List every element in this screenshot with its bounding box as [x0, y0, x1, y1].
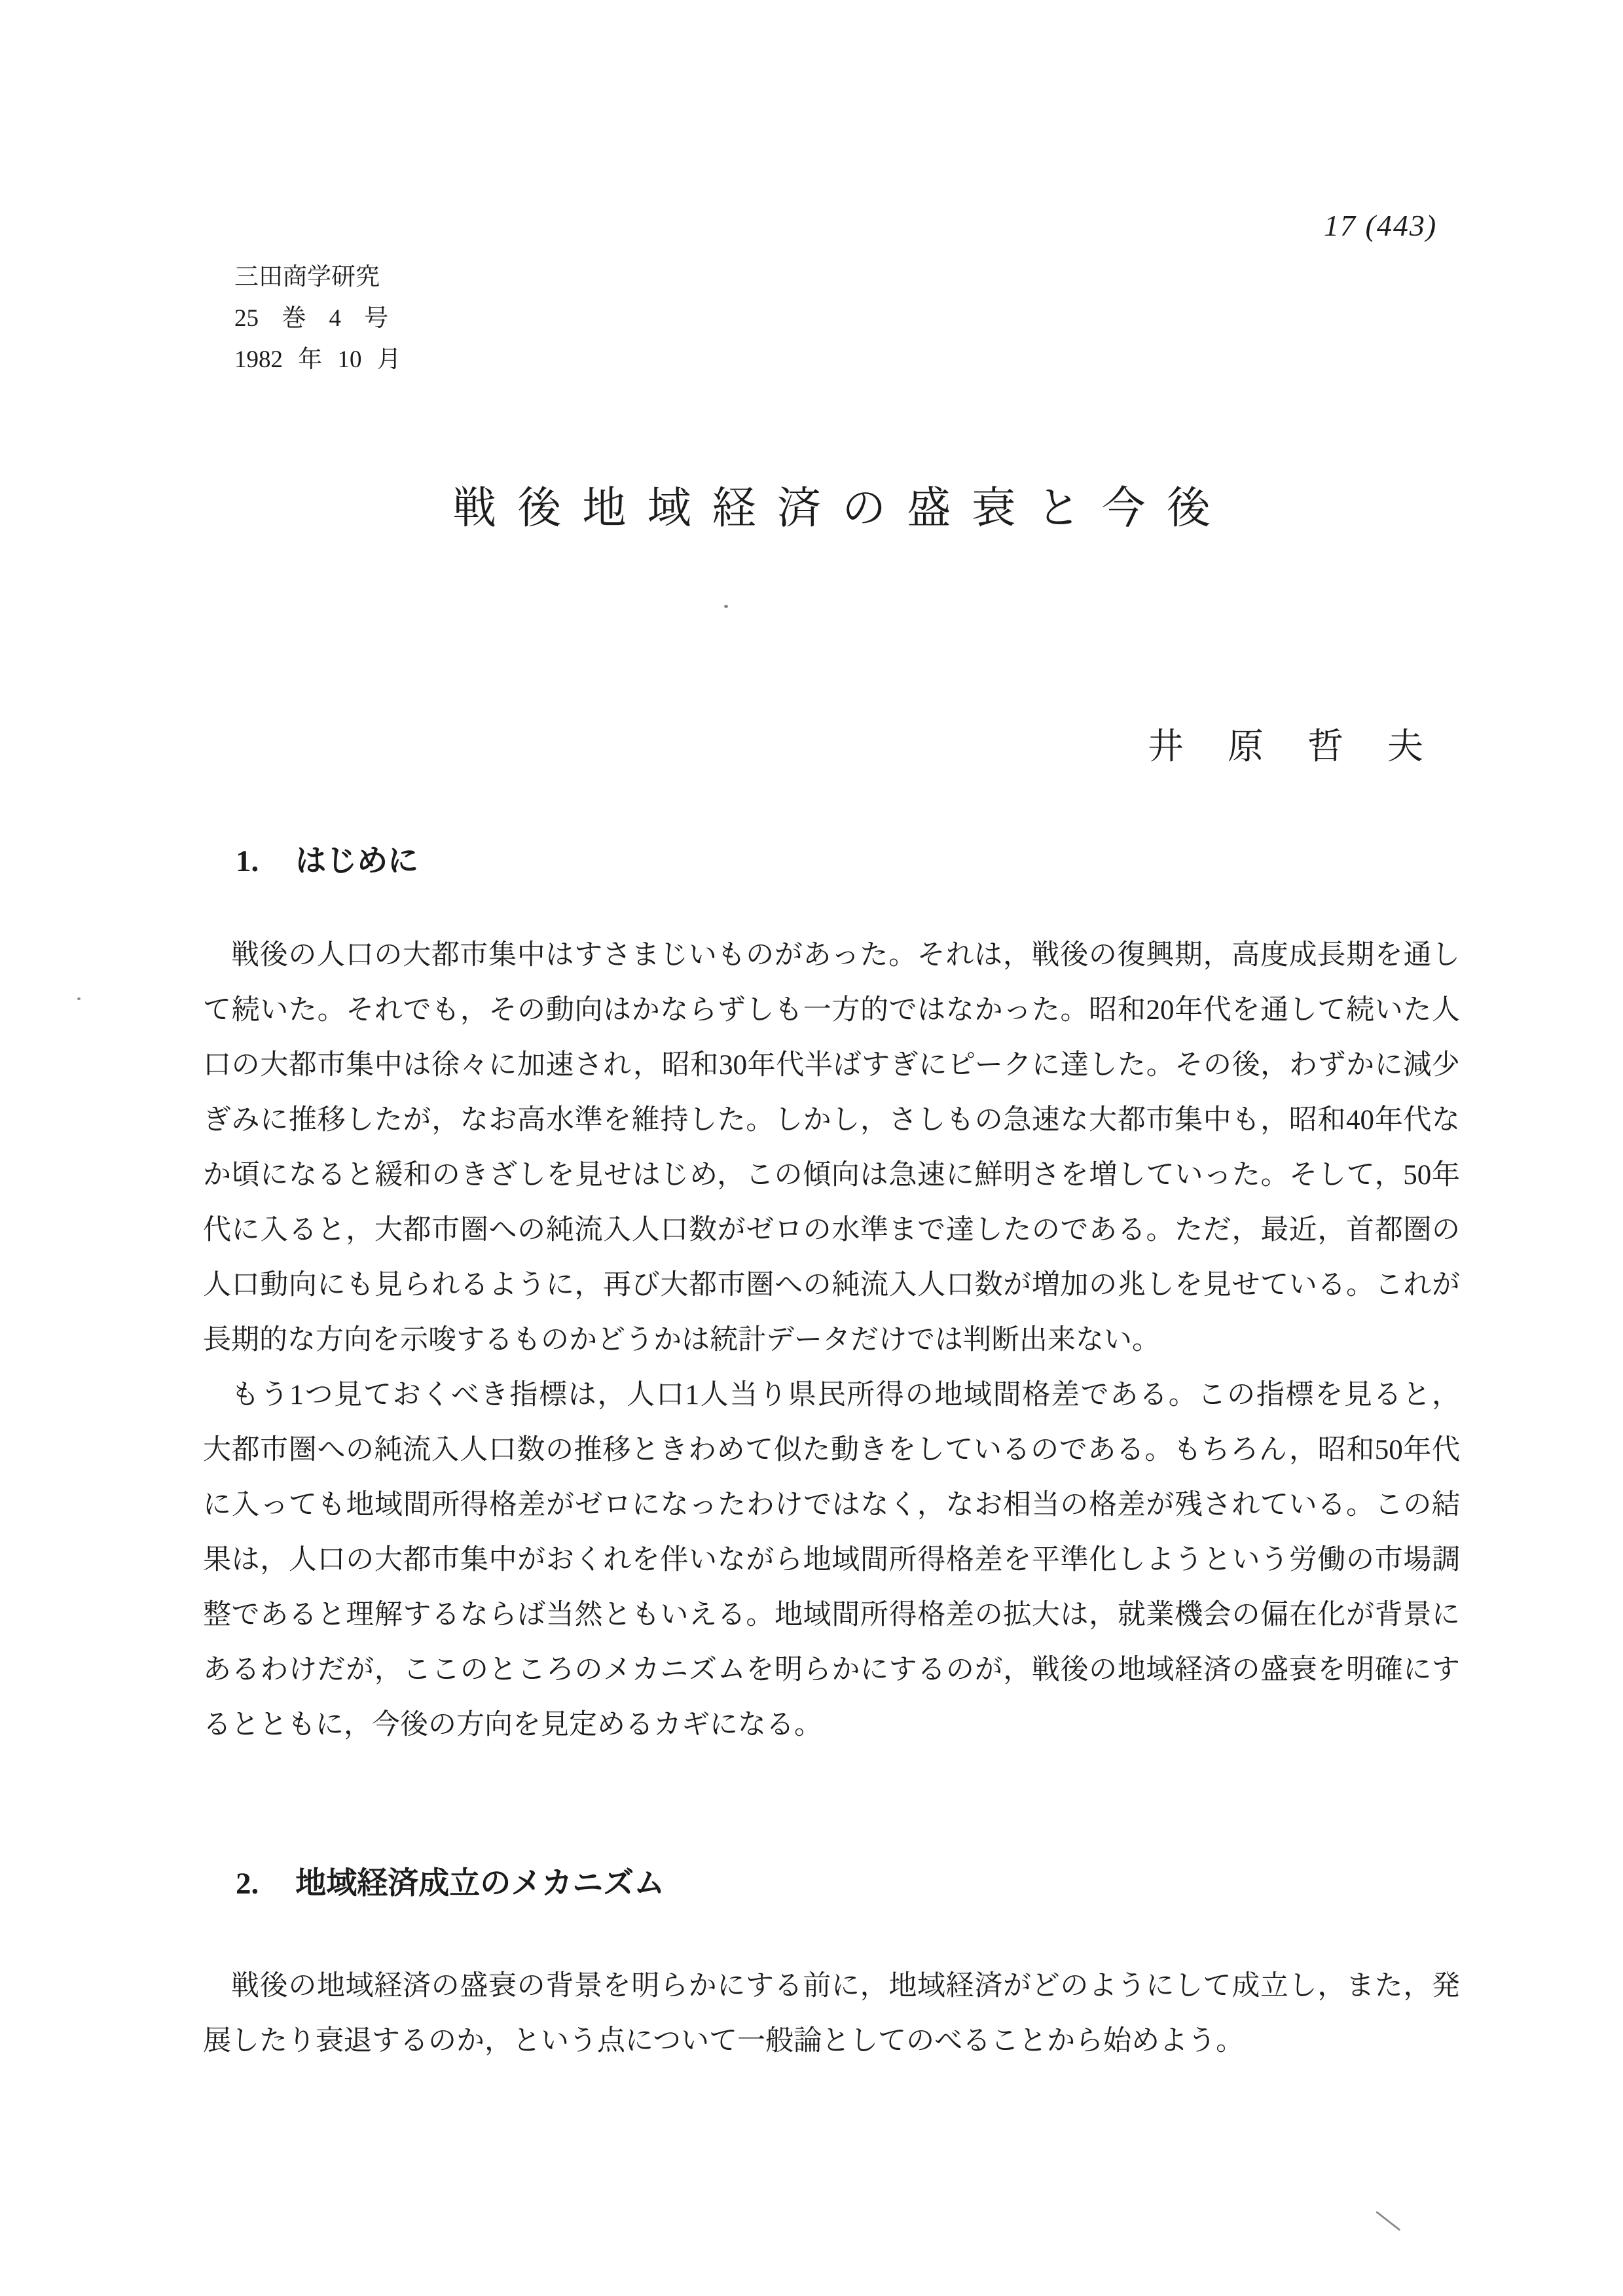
section-1-title: はじめに: [295, 844, 419, 878]
body-line: 整であると理解するならば当然ともいえる。地域間所得格差の拡大は，就業機会の偏在化が背景に: [203, 1600, 1460, 1630]
body-line: 戦後の人口の大都市集中はすさまじいものがあった。それは，戦後の復興期，高度成長期を通し: [231, 940, 1460, 971]
article-title: 戦後地域経済の盛衰と今後: [452, 484, 1232, 533]
body-line: 代に入ると，大都市圏への純流入人口数がゼロの水準まで達したのである。ただ，最近，首都圏の: [203, 1215, 1460, 1246]
section-1-number: 1.: [236, 844, 259, 878]
page-number: 17 (443): [1324, 209, 1438, 242]
body-line: 人口動向にも見られるように，再び大都市圏への純流入人口数が増加の兆しを見せている。これが: [203, 1270, 1460, 1300]
journal-name: 三田商学研究: [234, 264, 380, 291]
section-2-title: 地域経済成立のメカニズム: [295, 1867, 665, 1901]
body-line: 口の大都市集中は徐々に加速され，昭和30年代半ばすぎにピークに達した。その後，わずかに減少: [203, 1050, 1460, 1081]
body-line: るとともに，今後の方向を見定めるカギになる。: [203, 1710, 822, 1740]
section-2-heading: [236, 1859, 665, 1903]
body-line: 戦後の地域経済の盛衰の背景を明らかにする前に，地域経済がどのようにして成立し，また，発: [231, 1971, 1460, 2001]
body-line: 大都市圏への純流入人口数の推移ときわめて似た動きをしているのである。もちろん，昭和50年代: [203, 1435, 1460, 1465]
section-1-heading: [236, 836, 418, 880]
body-line: ぎみに推移したが，なお高水準を維持した。しかし，さしもの急速な大都市集中も，昭和40年代な: [203, 1105, 1460, 1136]
author-name: 井 原 哲 夫: [1147, 726, 1427, 766]
scan-artifact-speck: [77, 997, 81, 1000]
body-line: に入っても地域間所得格差がゼロになったわけではなく，なお相当の格差が残されている。この結: [203, 1490, 1460, 1520]
journal-info: [234, 257, 401, 380]
body-line: か頃になると緩和のきざしを見せはじめ，この傾向は急速に鮮明さを増していった。そして，50年: [203, 1160, 1460, 1191]
scan-artifact-speck: [724, 605, 728, 608]
body-line: 果は，人口の大都市集中がおくれを伴いながら地域間所得格差を平準化しようという労働の市場調: [203, 1545, 1460, 1575]
section-2-number: 2.: [236, 1867, 259, 1901]
section-2-body: [203, 1959, 1460, 2069]
body-line: 展したり衰退するのか，という点について一般論としてのべることから始めよう。: [203, 2026, 1245, 2056]
journal-volume-issue: 25 巻 4 号: [234, 305, 389, 332]
body-line: て続いた。それでも，その動向はかならずしも一方的ではなかった。昭和20年代を通して続いた人: [203, 995, 1460, 1026]
body-line: 長期的な方向を示唆するものかどうかは統計データだけでは判断出来ない。: [203, 1325, 1160, 1355]
scan-artifact-scratch: [1376, 2211, 1400, 2231]
journal-date: 1982 年 10 月: [234, 346, 401, 373]
section-1-body: [203, 928, 1460, 1753]
body-line: もう1つ見ておくべき指標は，人口1人当り県民所得の地域間格差である。この指標を見ると，: [231, 1380, 1460, 1410]
body-line: あるわけだが，ここのところのメカニズムを明らかにするのが，戦後の地域経済の盛衰を明確にす: [203, 1655, 1460, 1685]
